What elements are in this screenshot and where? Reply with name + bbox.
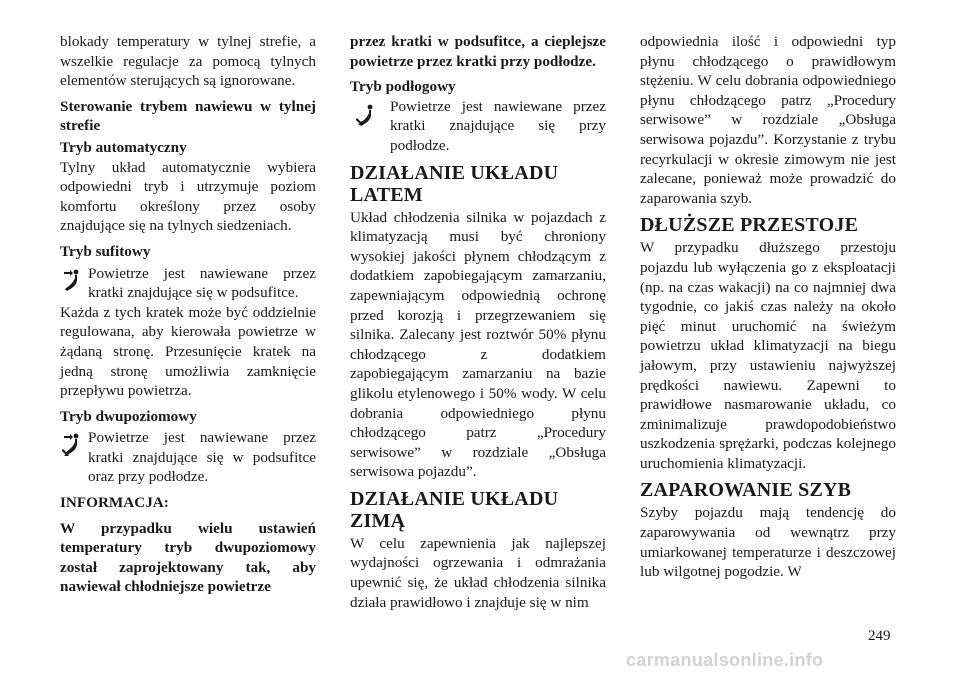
heading-auto-mode: Tryb automatyczny [60, 138, 187, 156]
heading-long-storage: DŁUŻSZE PRZESTOJE [640, 214, 859, 237]
paragraph-bilevel-mode: Powietrze jest nawiewane przez kratki znajdujące się w podsufitce oraz przy podłodze. [88, 429, 316, 486]
floor-mode-block [350, 97, 606, 156]
paragraph-long-storage: W przypadku dłuższego przestoju pojazdu lub wyłączenia go z eksploatacji (np. na czas wakacji) na co najmniej dwa tygodnie, co jakiś czas należy na około pięć minut uruchomić na świeżym powietrzu układ klimatyzacji na biegu jałowym, przy ustawieniu najwyższej prędkości nawiewu. Zapewni to prawidłowe nasmarowanie układu, co zminimalizuje prawdopodobieństwo uszkodzenia sprężarki, podczas kolejnego uruchomienia klimatyzacji. [640, 239, 896, 472]
heading-ceiling-mode: Tryb sufitowy [60, 242, 151, 260]
heading-winter-operation: DZIAŁANIE UKŁADU ZIMĄ [350, 487, 559, 532]
paragraph-info: W przypadku wielu ustawień temperatury tryb dwupoziomowy został zaprojektowany tak, aby nawiewał chłodniejsze powietrze [60, 519, 316, 596]
heading-summer-operation: DZIAŁANIE UKŁADU LATEM [350, 161, 559, 206]
paragraph-winter-continued: odpowiednia ilość i odpowiedni typ płynu chłodzącego o prawidłowym stężeniu. W celu dobrania odpowiedniego płynu chłodzącego patrz „Procedury serwisowe” w rozdziale „Obsługa serwisowa pojazdu”. Korzystanie z trybu recyrkulacji w okresie zimowym nie jest zalecane, ponieważ może prowadzić do zaparowania szyb. [640, 33, 896, 207]
paragraph-winter-operation: W celu zapewnienia jak najlepszej wydajności ogrzewania i odmrażania upewnić się, że układ chłodzenia silnika działa prawidłowo i znajduje się w nim [350, 534, 606, 611]
bilevel-mode-block [60, 428, 316, 487]
paragraph-ceiling-louvers: Każda z tych kratek może być oddzielnie regulowana, aby kierowała powietrze w żądaną stronę. Przesunięcie kratek na jedną stronę umożliwia zamknięcie przepływu powietrza. [60, 303, 316, 400]
column-right [640, 32, 896, 588]
watermark: carmanualsonline.info [626, 650, 824, 670]
paragraph-auto-mode: Tylny układ automatycznie wybiera odpowiedni tryb i utrzymuje poziom komfortu określony przez osoby znajdujące się na tylnych siedzeniach. [60, 158, 316, 235]
heading-bilevel-mode: Tryb dwupoziomowy [60, 407, 197, 425]
ceiling-mode-block [60, 264, 316, 303]
heading-window-fogging: ZAPAROWANIE SZYB [640, 479, 852, 502]
floor-vent-mode-icon [356, 103, 378, 129]
panel-vent-mode-icon [62, 268, 84, 294]
column-middle [350, 32, 606, 618]
heading-rear-mode-control: Sterowanie trybem nawiewu w tylnej strefie [60, 97, 316, 135]
paragraph-ceiling-mode: Powietrze jest nawiewane przez kratki znajdujące się w podsufitce. [88, 264, 316, 302]
paragraph-floor-mode: Powietrze jest nawiewane przez kratki znajdujące się przy podłodze. [390, 97, 606, 154]
page-number: 249 [868, 628, 891, 644]
paragraph-info-continued: przez kratki w podsufitce, a cieplejsze powietrze przez kratki przy podłodze. [350, 33, 606, 70]
paragraph-summer-operation: Układ chłodzenia silnika w pojazdach z klimatyzacją musi być chroniony wysokiej jakości płynem chłodzącym z dodatkiem zapobiegającym zamarzaniu, zapewniającym odpowiednią ochronę przed korozją i przegrzewaniem się silnika. Zalecany jest roztwór 50% płynu chłodzącego z dodatkiem zapobiegającym zamarzaniu na bazie glikolu etylenowego i 50% wody. W celu dobrania odpowiedniego płynu chłodzącego patrz „Procedury serwisowe” w rozdziale „Obsługa serwisowa pojazdu”. [350, 208, 606, 481]
heading-info: INFORMACJA: [60, 494, 169, 512]
paragraph-temp-lock: blokady temperatury w tylnej strefie, a wszelkie regulacje za pomocą tylnych elementów sterujących są ignorowane. [60, 33, 316, 90]
column-left [60, 32, 316, 603]
heading-floor-mode: Tryb podłogowy [350, 78, 456, 96]
paragraph-window-fogging: Szyby pojazdu mają tendencję do zaparowywania od wewnątrz przy umiarkowanej temperaturze i deszczowej lub wilgotnej pogodzie. W [640, 504, 896, 581]
bilevel-vent-mode-icon [62, 432, 84, 458]
